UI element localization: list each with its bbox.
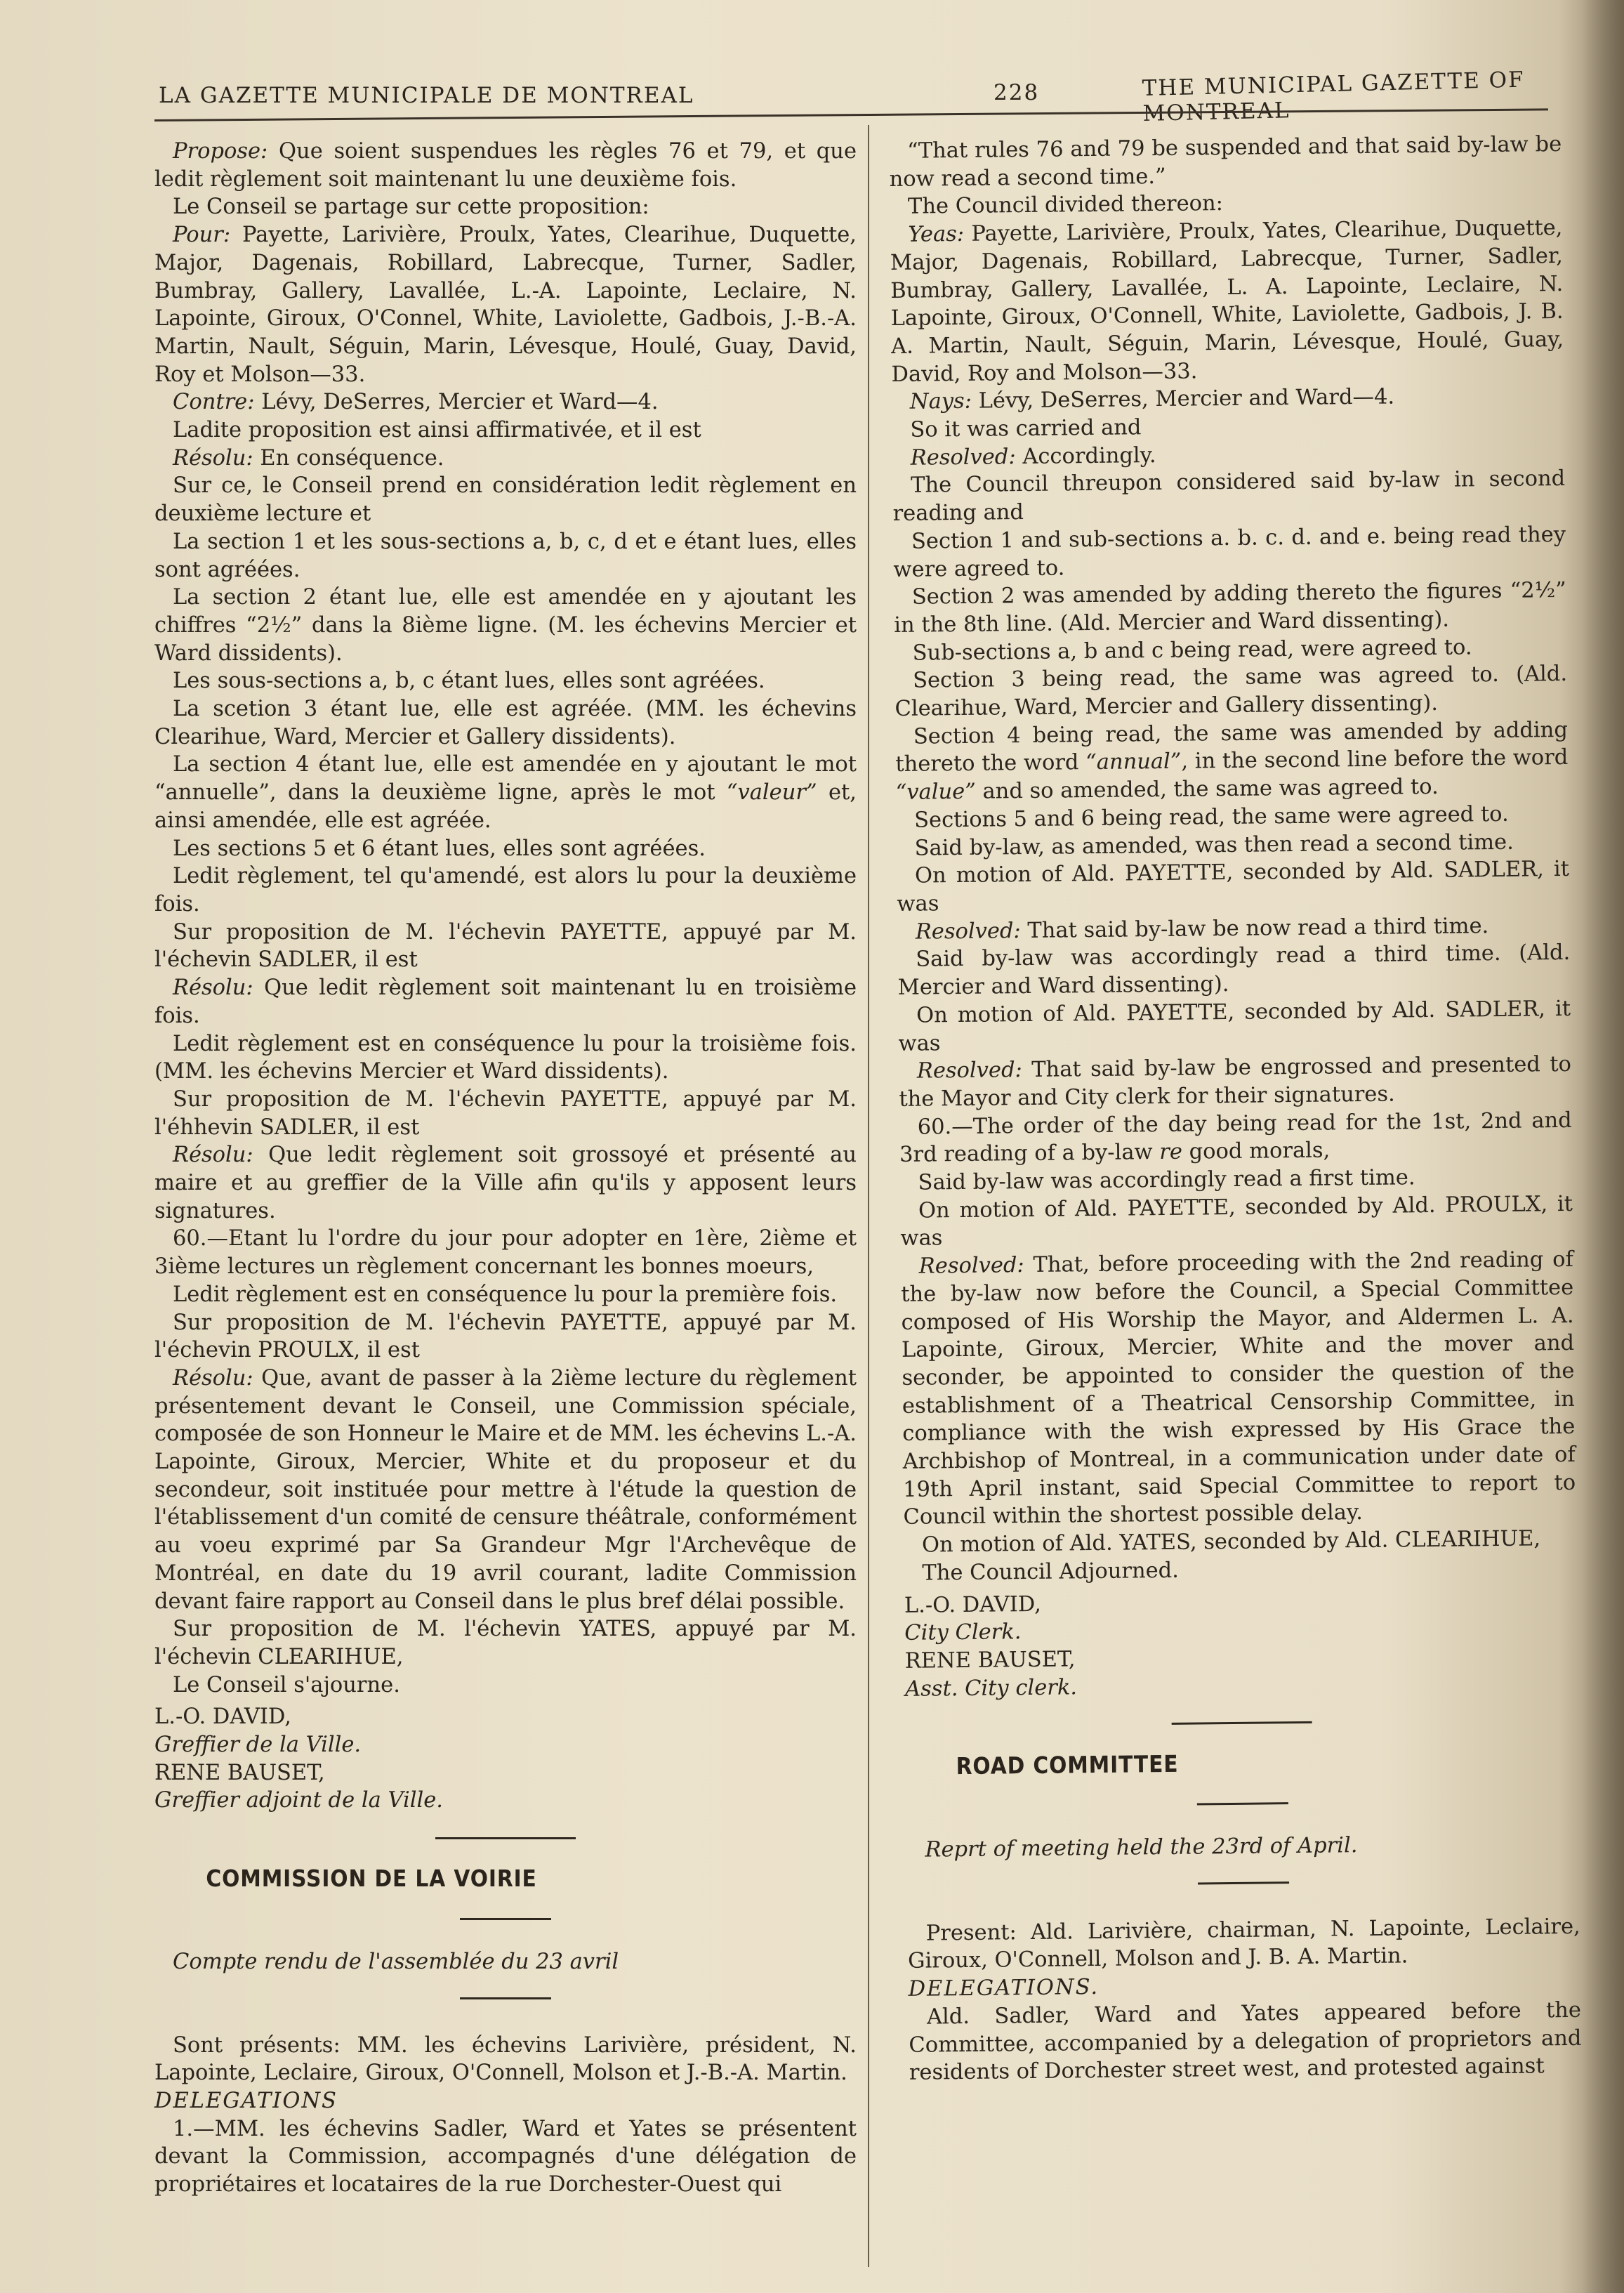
paragraph: Section 1 and sub-sections a. b. c. d. and e. being read they were agreed to.: [893, 522, 1566, 582]
header-french-title: LA GAZETTE MUNICIPALE DE MONTREAL: [159, 83, 694, 108]
paragraph: Section 3 being read, the same was agreed to. (Ald. Clearihue, Ward, Mercier and Gallery dissenting).: [894, 662, 1568, 722]
paragraph: Résolu: En conséquence.: [173, 445, 444, 471]
section-subtitle: Reprt of meeting held the 23rd of April.: [925, 1833, 1358, 1862]
paragraph: “That rules 76 and 79 be suspended and that said by-law be now read a second time.”: [889, 131, 1562, 192]
book-spine-shadow: [1582, 0, 1624, 2293]
paragraph: Ledit règlement est en conséquence lu pour la première fois.: [173, 1282, 838, 1307]
paragraph: Sur proposition de M. l'échevin YATES, appuyé par M. l'échevin CLEARIHUE,: [154, 1617, 857, 1669]
paragraph: On motion of Ald. PAYETTE, seconded by Ald. SADLER, it was: [898, 996, 1571, 1056]
signature-name: L.-O. DAVID,: [154, 1704, 291, 1730]
paragraph: Section 4 being read, the same was amended by adding thereto the word “annual”, in the second line before the word “value” and so amended, the same was agreed to.: [895, 717, 1569, 806]
paragraph: So it was carried and: [910, 415, 1142, 442]
section-divider: [1197, 1802, 1288, 1805]
delegations-heading: DELEGATIONS.: [908, 1975, 1100, 2002]
section-divider: [435, 1837, 576, 1839]
paragraph: Sur ce, le Conseil prend en considération ledit règlement en deuxième lecture et: [154, 473, 857, 527]
paragraph: Sur proposition de M. l'échevin PAYETTE, appuyé par M. l'échevin SADLER, il est: [154, 919, 857, 973]
signature-title: Greffier de la Ville.: [154, 1733, 362, 1758]
paragraph: La section 1 et les sous-sections a, b, c, d et e étant lues, elles sont agréées.: [154, 529, 857, 582]
header-english-title: THE MUNICIPAL GAZETTE OF: [1142, 67, 1525, 102]
paragraph: Ald. Sadler, Ward and Yates appeared before the Committee, accompanied by a delegation of proprietors and residents of Dorchester street west, and protested against: [909, 1997, 1582, 2086]
delegations-heading: DELEGATIONS: [154, 2089, 338, 2113]
paragraph: Nays: Lévy, DeSerres, Mercier and Ward—4.: [909, 384, 1395, 415]
paragraph: Résolu: Que ledit règlement soit grossoyé et présenté au maire et au greffier de la Ville afin qu'ils y apposent leurs signatures.: [154, 1143, 857, 1223]
paragraph: Le Conseil se partage sur cette proposition:: [173, 195, 649, 220]
paragraph: Contre: Lévy, DeSerres, Mercier et Ward—4.: [173, 390, 659, 415]
paragraph: On motion of Ald. PAYETTE, seconded by Ald. PROULX, it was: [900, 1191, 1573, 1251]
paragraph: Sur proposition de M. l'échevin PAYETTE, appuyé par M. l'éhhevin SADLER, il est: [154, 1086, 857, 1140]
paragraph: Ledit règlement, tel qu'amendé, est alors lu pour la deuxième fois.: [154, 864, 857, 916]
paragraph: Sub-sections a, b and c being read, were agreed to.: [912, 634, 1472, 666]
paragraph: Les sous-sections a, b, c étant lues, elles sont agréées.: [173, 669, 765, 694]
section-divider: [460, 1997, 551, 1999]
paragraph: La section 4 étant lue, elle est amendée en y ajoutant le mot “annuelle”, dans la deuxième ligne, après le mot “valeur” et, ainsi amendée, elle est agréée.: [154, 752, 857, 833]
paragraph: Résolu: Que, avant de passer à la 2ième lecture du règlement présentement devant le Conseil, une Commission spéciale, composée de son Honneur le Maire et de MM. les échevins L.-A. Lapointe, Giroux, Mercier, White et du proposeur et du secondeur, soit instituée pour mettre à l'étude la question de l'établissement d'un comité de censure théâtrale, conformément au voeu exprimé par Sa Grandeur Mgr l'Archevêque de Montréal, en date du 19 avril courant, ladite Commission devant faire rapport au Conseil dans le plus bref délai possible.: [154, 1365, 857, 1614]
section-divider: [1172, 1721, 1312, 1725]
signature-block: [154, 1703, 857, 1815]
paragraph: La scetion 3 étant lue, elle est agréée. (MM. les échevins Clearihue, Ward, Mercier et Gallery dissidents).: [154, 697, 857, 749]
paragraph: 60.—The order of the day being read for the 1st, 2nd and 3rd reading of a by-law re good morals,: [899, 1108, 1572, 1168]
section-divider: [460, 1918, 551, 1920]
paragraph: Les sections 5 et 6 étant lues, elles sont agréées.: [173, 836, 706, 861]
paragraph: La section 2 étant lue, elle est amendée en y ajoutant les chiffres “2½” dans la 8ième ligne. (M. les échevins Mercier et Ward dissidents).: [154, 585, 857, 666]
signature-block: [904, 1584, 1578, 1703]
paragraph: On motion of Ald. PAYETTE, seconded by Ald. SADLER, it was: [897, 857, 1570, 916]
paragraph: Said by-law was accordingly read a first time.: [918, 1165, 1415, 1195]
paragraph: Propose: Que soient suspendues les règles 76 et 79, et que ledit règlement soit maintenant lu une deuxième fois.: [154, 139, 857, 192]
paragraph: Pour: Payette, Larivière, Proulx, Yates, Clearihue, Duquette, Major, Dagenais, Robillard, Labrecque, Turner, Sadler, Bumbray, Gallery, Lavallée, L.-A. Lapointe, Leclaire, N. Lapointe, Giroux, O'Connel, White, Laviolette, Gadbois, J.-B.-A. Martin, Nault, Séguin, Marin, Lévesque, Houlé, Guay, David, Roy et Molson—33.: [154, 223, 857, 387]
signature-name: L.-O. DAVID,: [904, 1591, 1042, 1618]
paragraph: Section 2 was amended by adding thereto the figures “2½” in the 8th line. (Ald. Mercier and Ward dissenting).: [894, 578, 1566, 638]
paragraph: 60.—Etant lu l'ordre du jour pour adopter en 1ère, 2ième et 3ième lectures un règlement concernant les bonnes moeurs,: [154, 1226, 857, 1280]
paragraph: The Council Adjourned.: [922, 1558, 1180, 1586]
paragraph: Le Conseil s'ajourne.: [173, 1672, 400, 1697]
paragraph: Ledit règlement est en conséquence lu pour la troisième fois. (MM. les échevins Mercier et Ward dissidents).: [154, 1031, 857, 1084]
paragraph: Said by-law, as amended, was then read a second time.: [914, 829, 1514, 861]
french-column: [154, 138, 857, 2199]
paragraph: Yeas: Payette, Larivière, Proulx, Yates, Clearihue, Duquette, Major, Dagenais, Robillard, Labrecque, Turner, Sadler, Bumbray, Gallery, Lavallée, L. A. Lapointe, Leclaire, N. Lapointe, Giroux, O'Connell, White, Laviolette, Gadbois, J. B. A. Martin, Nault, Séguin, Marin, Lévesque, Houlé, Guay, David, Roy and Molson—33.: [890, 216, 1564, 387]
section-subtitle: Compte rendu de l'assemblée du 23 avril: [173, 1949, 619, 1974]
signature-title: City Clerk.: [904, 1619, 1022, 1646]
attendance: Sont présents: MM. les échevins Larivière, président, N. Lapointe, Leclaire, Giroux, O'Connell, Molson et J.-B.-A. Martin.: [154, 2032, 857, 2086]
paragraph: Sections 5 and 6 being read, the same were agreed to.: [913, 801, 1509, 833]
section-title: ROAD COMMITTEE: [956, 1750, 1179, 1780]
paragraph: Ladite proposition est ainsi affirmativée, et il est: [173, 418, 701, 443]
paragraph: Said by-law was accordingly read a third time. (Ald. Mercier and Ward dissenting).: [897, 940, 1571, 1001]
section-divider: [1198, 1881, 1289, 1884]
paragraph: 1.—MM. les échevins Sadler, Ward et Yates se présentent devant la Commission, accompagnés d'une délégation de propriétaires et locataires de la rue Dorchester-Ouest qui: [154, 2116, 857, 2197]
assistant-name: RENE BAUSET,: [154, 1760, 325, 1785]
page-number: 228: [993, 80, 1040, 105]
paragraph: Resolved: Accordingly.: [910, 442, 1156, 471]
assistant-name: RENE BAUSET,: [904, 1647, 1076, 1674]
paragraph: On motion of Ald. YATES, seconded by Ald. CLEARIHUE,: [921, 1526, 1541, 1558]
english-column: [889, 131, 1582, 2087]
section-title: COMMISSION DE LA VOIRIE: [206, 1865, 537, 1893]
paragraph: Resolved: That, before proceeding with the 2nd reading of the by-law now before the Council, a Special Committee composed of His Worship the Mayor, and Aldermen L. A. Lapointe, Giroux, Mercier, White and the mover and seconder, be appointed to consider the question of the establishment of a Theatrical Censorship Committee, in compliance with the wish expressed by His Grace the Archbishop of Montreal, in a communication under date of 19th April instant, said Special Committee to report to Council within the shortest possible delay.: [901, 1247, 1576, 1530]
assistant-title: Asst. City clerk.: [904, 1674, 1078, 1702]
paragraph: The Council threupon considered said by-law in second reading and: [892, 466, 1566, 527]
paragraph: Resolved: That said by-law be engrossed and presented to the Mayor and City clerk for their signatures.: [899, 1052, 1572, 1112]
column-divider: [868, 125, 869, 2267]
attendance: Present: Ald. Larivière, chairman, N. Lapointe, Leclaire, Giroux, O'Connell, Molson and J. B. A. Martin.: [908, 1914, 1580, 1974]
paragraph: The Council divided thereon:: [907, 191, 1224, 220]
assistant-title: Greffier adjoint de la Ville.: [154, 1788, 443, 1813]
paragraph: Résolu: Que ledit règlement soit maintenant lu en troisième fois.: [154, 975, 857, 1028]
paragraph: Sur proposition de M. l'échevin PAYETTE, appuyé par M. l'échevin PROULX, il est: [154, 1310, 857, 1363]
paragraph: Resolved: That said by-law be now read a third time.: [915, 913, 1489, 945]
